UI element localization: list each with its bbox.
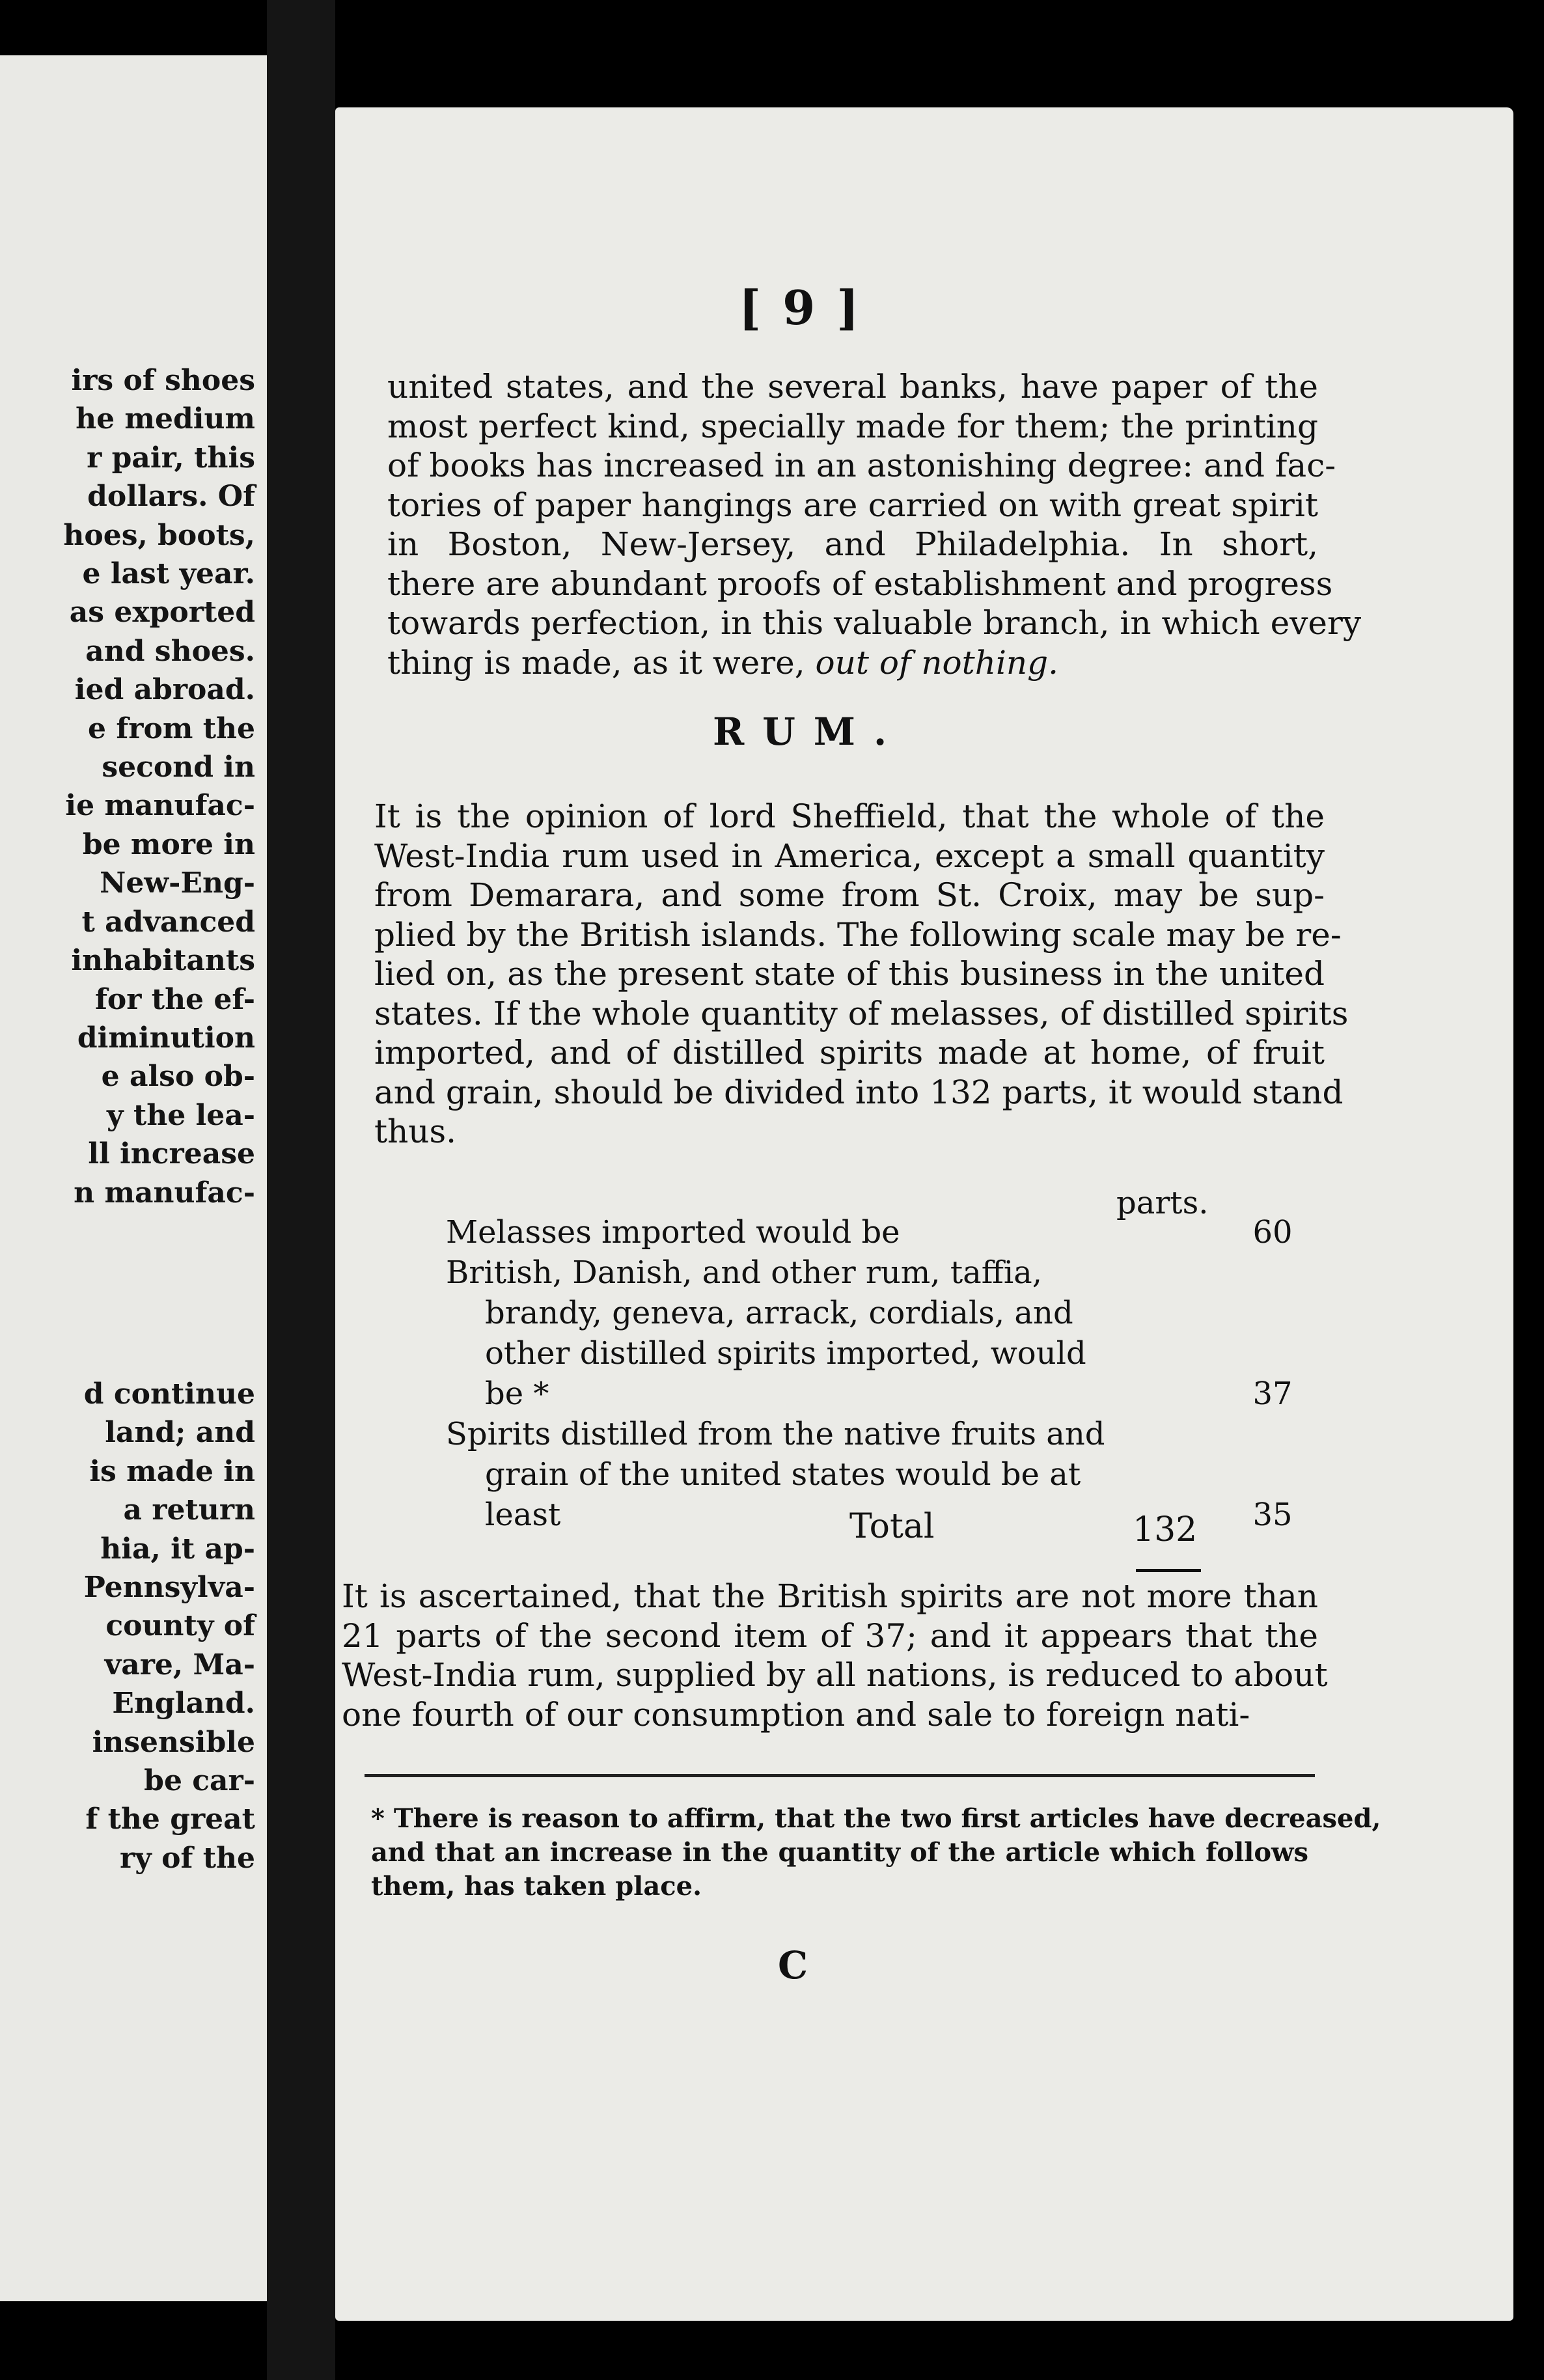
footnote-line: them, has taken place. xyxy=(371,1871,702,1902)
table-row-label: Spirits distilled from the native fruits and xyxy=(446,1416,1105,1452)
table-row-value: 60 xyxy=(1252,1214,1293,1251)
left-page-line: dollars. Of xyxy=(87,480,255,514)
text-line: in Boston, New-Jersey, and Philadelphia. In short, xyxy=(387,525,1318,563)
left-page-line: t advanced xyxy=(81,905,255,939)
main-page xyxy=(335,107,1513,2321)
table-row-label: least xyxy=(485,1497,561,1533)
table-row xyxy=(446,1456,1318,1497)
left-page-line: e also ob- xyxy=(101,1060,255,1094)
text-line: and grain, should be divided into 132 parts, it would stand xyxy=(374,1073,1344,1111)
left-page-line: diminution xyxy=(77,1021,255,1055)
left-page-line: county of xyxy=(105,1609,255,1643)
left-page-line: Pennsylva- xyxy=(83,1570,255,1604)
left-page-line: e from the xyxy=(88,712,255,745)
left-page-line: f the great xyxy=(85,1803,255,1836)
left-page-line: hia, it ap- xyxy=(100,1532,255,1566)
text-line: towards perfection, in this valuable branch, in which every xyxy=(387,604,1362,642)
left-page-line: and shoes. xyxy=(85,634,255,668)
text-line: most perfect kind, specially made for them; the printing xyxy=(387,407,1318,445)
left-page-line: ie manufac- xyxy=(65,789,255,823)
italic-phrase: out of nothing. xyxy=(815,643,1059,682)
text-line: West-India rum used in America, except a small quantity xyxy=(374,837,1325,875)
left-page-line: be more in xyxy=(82,827,255,861)
table-row xyxy=(446,1254,1318,1295)
left-page-line: e last year. xyxy=(82,557,255,591)
text-line: It is ascertained, that the British spirits are not more than xyxy=(342,1577,1318,1615)
table-row-label: be * xyxy=(485,1376,549,1412)
left-page-line: y the lea- xyxy=(107,1098,255,1132)
table-row xyxy=(446,1335,1318,1376)
left-page-line: ied abroad. xyxy=(74,673,255,707)
text-line: It is the opinion of lord Sheffield, that the whole of the xyxy=(374,797,1325,835)
book-gutter xyxy=(267,0,335,2380)
footnote-line: and that an increase in the quantity of the article which follows xyxy=(371,1837,1308,1868)
text-line: West-India rum, supplied by all nations, is reduced to about xyxy=(342,1656,1328,1694)
left-page-line: he medium xyxy=(76,402,255,436)
table-row-value: 37 xyxy=(1252,1376,1293,1412)
text-line xyxy=(387,644,1318,684)
left-page-line: a return xyxy=(123,1493,255,1527)
left-page-line: ll increase xyxy=(88,1137,255,1171)
paragraph-paper xyxy=(387,368,1362,683)
footnote-rule xyxy=(365,1774,1315,1777)
left-page-line: England. xyxy=(112,1687,255,1721)
text-line: united states, and the several banks, have paper of the xyxy=(387,368,1318,406)
text-line: there are abundant proofs of establishment and progress xyxy=(387,564,1333,603)
text-line: from Demarara, and some from St. Croix, may be sup- xyxy=(374,876,1325,914)
left-page-line: n manufac- xyxy=(74,1176,255,1210)
spirits-table xyxy=(446,1214,1318,1537)
left-page-line: inhabitants xyxy=(71,944,255,978)
text-line: plied by the British islands. The following scale may be re- xyxy=(374,915,1342,954)
table-row-label: grain of the united states would be at xyxy=(485,1456,1081,1493)
table-row-value: 35 xyxy=(1252,1497,1293,1533)
section-heading: RUM. xyxy=(713,710,905,754)
left-page-line: ry of the xyxy=(120,1841,255,1875)
table-row-label: Melasses imported would be xyxy=(446,1214,900,1251)
left-page-line: be car- xyxy=(144,1764,255,1797)
left-page-line: hoes, boots, xyxy=(63,518,255,552)
total-value: 132 xyxy=(1133,1510,1198,1549)
left-page-text xyxy=(0,361,255,1877)
footnote xyxy=(371,1803,1381,1905)
left-page-line: d continue xyxy=(83,1377,255,1411)
left-page-line: for the ef- xyxy=(94,982,255,1016)
table-row xyxy=(446,1416,1318,1456)
table-row xyxy=(446,1295,1318,1335)
table-row xyxy=(446,1376,1318,1416)
left-page-line: second in xyxy=(102,751,255,784)
text-line: thus. xyxy=(374,1113,457,1150)
paragraph-rum-opinion xyxy=(374,797,1349,1152)
page-number: [ 9 ] xyxy=(739,280,862,335)
text-line: tories of paper hangings are carried on with great spirit xyxy=(387,486,1318,524)
table-row-label: other distilled spirits imported, would xyxy=(485,1335,1086,1372)
table-row-label: British, Danish, and other rum, taffia, xyxy=(446,1254,1043,1291)
left-page-line: is made in xyxy=(89,1454,255,1488)
text-fragment: thing is made, as it were, xyxy=(387,643,816,682)
left-page-line: r pair, this xyxy=(87,441,255,475)
text-line: lied on, as the present state of this business in the united xyxy=(374,955,1325,993)
footnote-line: * There is reason to affirm, that the two first articles have decreased, xyxy=(371,1803,1381,1834)
text-line: imported, and of distilled spirits made at home, of fruit xyxy=(374,1034,1325,1072)
left-page-line: insensible xyxy=(92,1725,255,1759)
text-line: one fourth of our consumption and sale to foreign nati- xyxy=(342,1695,1250,1734)
table-row-label: brandy, geneva, arrack, cordials, and xyxy=(485,1295,1073,1331)
left-page-line: irs of shoes xyxy=(71,364,255,397)
paragraph-ascertained xyxy=(342,1577,1328,1735)
signature-mark: C xyxy=(778,1943,808,1987)
total-label: Total xyxy=(849,1507,935,1546)
table-column-header: parts. xyxy=(1116,1185,1209,1221)
text-line: 21 parts of the second item of 37; and it appears that the xyxy=(342,1616,1318,1655)
text-line: of books has increased in an astonishing degree: and fac- xyxy=(387,447,1336,484)
sum-rule xyxy=(1136,1569,1201,1572)
left-page-line: as exported xyxy=(69,596,255,630)
left-page-line: New-Eng- xyxy=(100,866,255,900)
left-page-line: vare, Ma- xyxy=(104,1648,255,1681)
table-row xyxy=(446,1214,1318,1254)
left-page-line: land; and xyxy=(105,1416,255,1450)
left-facing-page xyxy=(0,55,267,2301)
text-line: states. If the whole quantity of melasses, of distilled spirits xyxy=(374,994,1349,1032)
